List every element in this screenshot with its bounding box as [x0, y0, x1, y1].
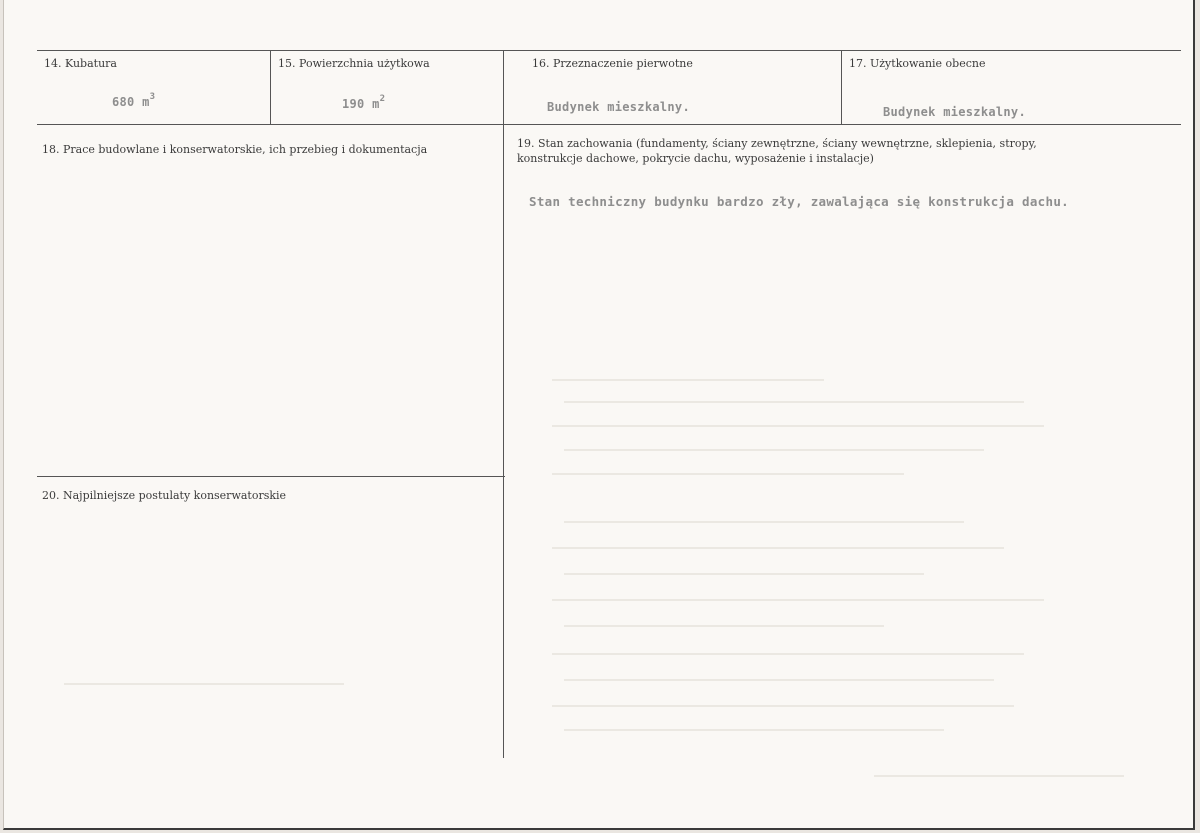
rule-col-16-17: [841, 50, 842, 124]
field-14-value: [112, 94, 155, 109]
field-14-label: 14. Kubatura: [44, 57, 117, 70]
field-14-value-text: 680 m: [112, 95, 150, 109]
field-20-label: 20. Najpilniejsze postulaty konserwatorskie: [42, 489, 287, 502]
field-16-value: Budynek mieszkalny.: [547, 100, 690, 114]
rule-top: [37, 50, 1181, 51]
field-15-value: [342, 96, 385, 111]
rule-row1-bottom: [37, 124, 1181, 125]
field-18-label: 18. Prace budowlane i konserwatorskie, ich przebieg i dokumentacja: [42, 143, 428, 156]
field-15-value-text: 190 m: [342, 97, 380, 111]
field-14-value-unit-exp: 3: [149, 92, 156, 102]
rule-col-main: [503, 50, 504, 758]
field-19-value: Stan techniczny budynku bardzo zły, zawalająca się konstrukcja dachu.: [529, 194, 1069, 209]
field-15-value-unit-exp: 2: [379, 94, 386, 104]
rule-section18-bottom: [37, 476, 505, 477]
field-17-label: 17. Użytkowanie obecne: [849, 57, 986, 70]
field-19-label: 19. Stan zachowania (fundamenty, ściany zewnętrzne, ściany wewnętrzne, sklepienia, stropy, konstrukcje dachowe, pokrycie dachu, wyposażenie i instalacje): [517, 137, 1037, 165]
record-card: [3, 0, 1195, 830]
rule-col-14-15: [270, 50, 271, 124]
field-17-value: Budynek mieszkalny.: [883, 105, 1026, 119]
field-15-label: 15. Powierzchnia użytkowa: [278, 57, 430, 70]
field-16-label: 16. Przeznaczenie pierwotne: [532, 57, 693, 70]
